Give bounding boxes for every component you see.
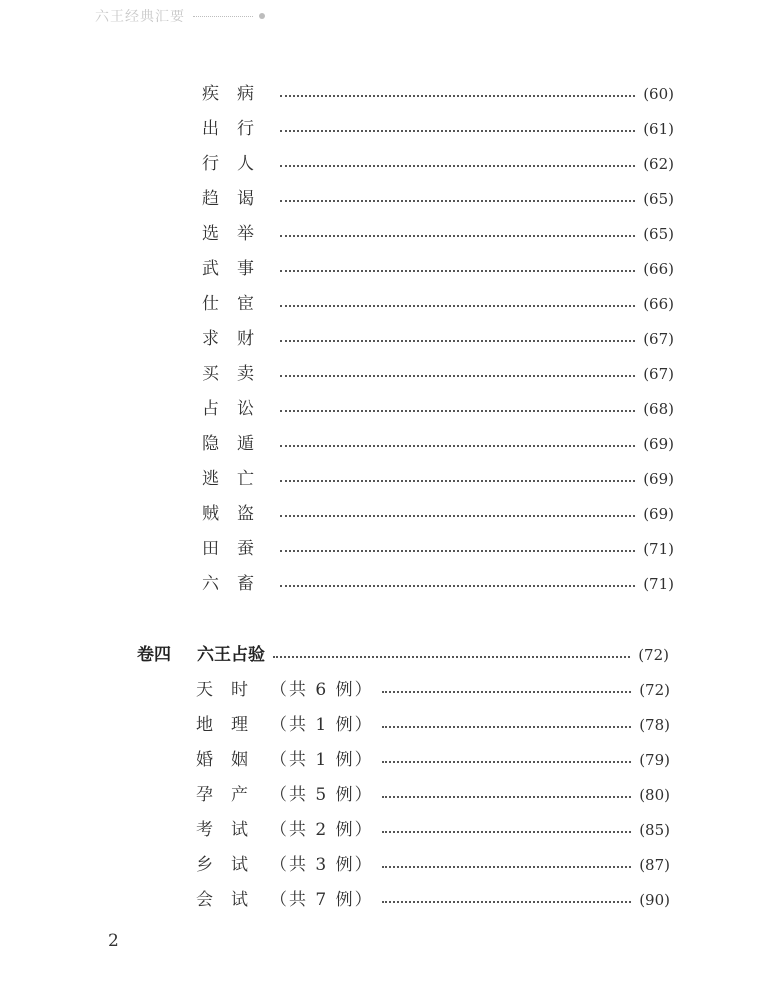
toc-leader [382, 691, 632, 693]
toc-leader [382, 726, 632, 728]
chapter-heading [137, 637, 669, 667]
chapter-entry-label: 会试 [196, 889, 266, 910]
chapter-entry-label: 地理 [196, 714, 266, 735]
toc-entry-label: 逃亡 [202, 468, 272, 489]
chapter-entry-count: （共 7 例） [270, 889, 374, 910]
page-number: 2 [108, 931, 119, 951]
toc-entry-label: 仕宦 [202, 293, 272, 314]
chapter-entry-count: （共 3 例） [270, 854, 374, 875]
chapter-entry-count: （共 1 例） [270, 749, 374, 770]
toc-entry [202, 321, 674, 351]
chapter-entry [196, 812, 670, 842]
toc-leader [280, 515, 635, 517]
toc-entry [202, 391, 674, 421]
toc-entry-page: (67) [643, 330, 674, 348]
chapter-number: 卷四 [137, 644, 171, 665]
toc-leader [280, 375, 635, 377]
toc-entry-label: 占讼 [202, 398, 272, 419]
chapter-entry-page: (87) [639, 856, 670, 874]
toc-entry-page: (69) [643, 470, 674, 488]
chapter-entry [196, 672, 670, 702]
chapter-entry-page: (78) [639, 716, 670, 734]
toc-leader [382, 901, 632, 903]
toc-entry [202, 286, 674, 316]
chapter-entry-label: 婚姻 [196, 749, 266, 770]
toc-entry-label: 求财 [202, 328, 272, 349]
toc-entry-page: (65) [643, 225, 674, 243]
toc-entry [202, 146, 674, 176]
toc-entry-label: 田蚕 [202, 538, 272, 559]
toc-leader [280, 130, 635, 132]
toc-entry-label: 行人 [202, 153, 272, 174]
toc-entry [202, 356, 674, 386]
running-head-rule [193, 16, 253, 17]
chapter-entry-page: (72) [639, 681, 670, 699]
chapter-entry [196, 707, 670, 737]
toc-leader [280, 410, 635, 412]
toc-entry [202, 111, 674, 141]
chapter-entry [196, 777, 670, 807]
toc-entry [202, 216, 674, 246]
running-head [95, 6, 265, 26]
toc-entry-page: (68) [643, 400, 674, 418]
chapter-page: (72) [638, 646, 669, 664]
chapter-entry-page: (85) [639, 821, 670, 839]
toc-leader [382, 761, 632, 763]
toc-leader [280, 95, 635, 97]
chapter-title: 六王占验 [197, 644, 265, 665]
toc-entry-label: 买卖 [202, 363, 272, 384]
toc-leader [280, 480, 635, 482]
toc-entry [202, 76, 674, 106]
toc-entry-page: (66) [643, 295, 674, 313]
toc-leader [280, 200, 635, 202]
chapter-entry-count: （共 2 例） [270, 819, 374, 840]
running-head-title: 六王经典汇要 [95, 9, 185, 25]
chapter-entry-label: 乡试 [196, 854, 266, 875]
toc-entry-page: (66) [643, 260, 674, 278]
toc-leader [382, 796, 632, 798]
chapter-entry [196, 742, 670, 772]
toc-entry [202, 531, 674, 561]
toc-entry [202, 566, 674, 596]
toc-leader [382, 866, 632, 868]
toc-leader [280, 270, 635, 272]
toc-entry-page: (71) [643, 575, 674, 593]
toc-leader [280, 235, 635, 237]
chapter-entry-label: 考试 [196, 819, 266, 840]
toc-entry-label: 出行 [202, 118, 272, 139]
toc-leader [382, 831, 632, 833]
toc-leader [280, 305, 635, 307]
toc-entry-label: 趋谒 [202, 188, 272, 209]
toc-entry [202, 496, 674, 526]
toc-entry [202, 181, 674, 211]
toc-entry-label: 隐遁 [202, 433, 272, 454]
chapter-entry-count: （共 1 例） [270, 714, 374, 735]
toc-entry-page: (62) [643, 155, 674, 173]
toc-entry [202, 461, 674, 491]
chapter-entry-page: (80) [639, 786, 670, 804]
toc-leader [273, 656, 630, 658]
chapter-entry-count: （共 5 例） [270, 784, 374, 805]
toc-leader [280, 165, 635, 167]
toc-leader [280, 445, 635, 447]
toc-entry-label: 疾病 [202, 83, 272, 104]
toc-entry-page: (69) [643, 435, 674, 453]
toc-entry-label: 武事 [202, 258, 272, 279]
toc-entry-page: (61) [643, 120, 674, 138]
toc-entry-page: (69) [643, 505, 674, 523]
toc-leader [280, 585, 635, 587]
chapter-entry-label: 天时 [196, 679, 266, 700]
toc-entry-page: (71) [643, 540, 674, 558]
chapter-entry-count: （共 6 例） [270, 679, 374, 700]
chapter-entry-label: 孕产 [196, 784, 266, 805]
chapter-entry [196, 847, 670, 877]
toc-entry-label: 六畜 [202, 573, 272, 594]
toc-entry-page: (65) [643, 190, 674, 208]
toc-entry-page: (67) [643, 365, 674, 383]
toc-leader [280, 340, 635, 342]
chapter-entry [196, 882, 670, 912]
chapter-entry-page: (90) [639, 891, 670, 909]
toc-entry-page: (60) [643, 85, 674, 103]
toc-entry-label: 贼盗 [202, 503, 272, 524]
chapter-entry-page: (79) [639, 751, 670, 769]
toc-entry [202, 426, 674, 456]
toc-leader [280, 550, 635, 552]
running-head-dot [259, 13, 265, 19]
toc-entry [202, 251, 674, 281]
toc-entry-label: 选举 [202, 223, 272, 244]
